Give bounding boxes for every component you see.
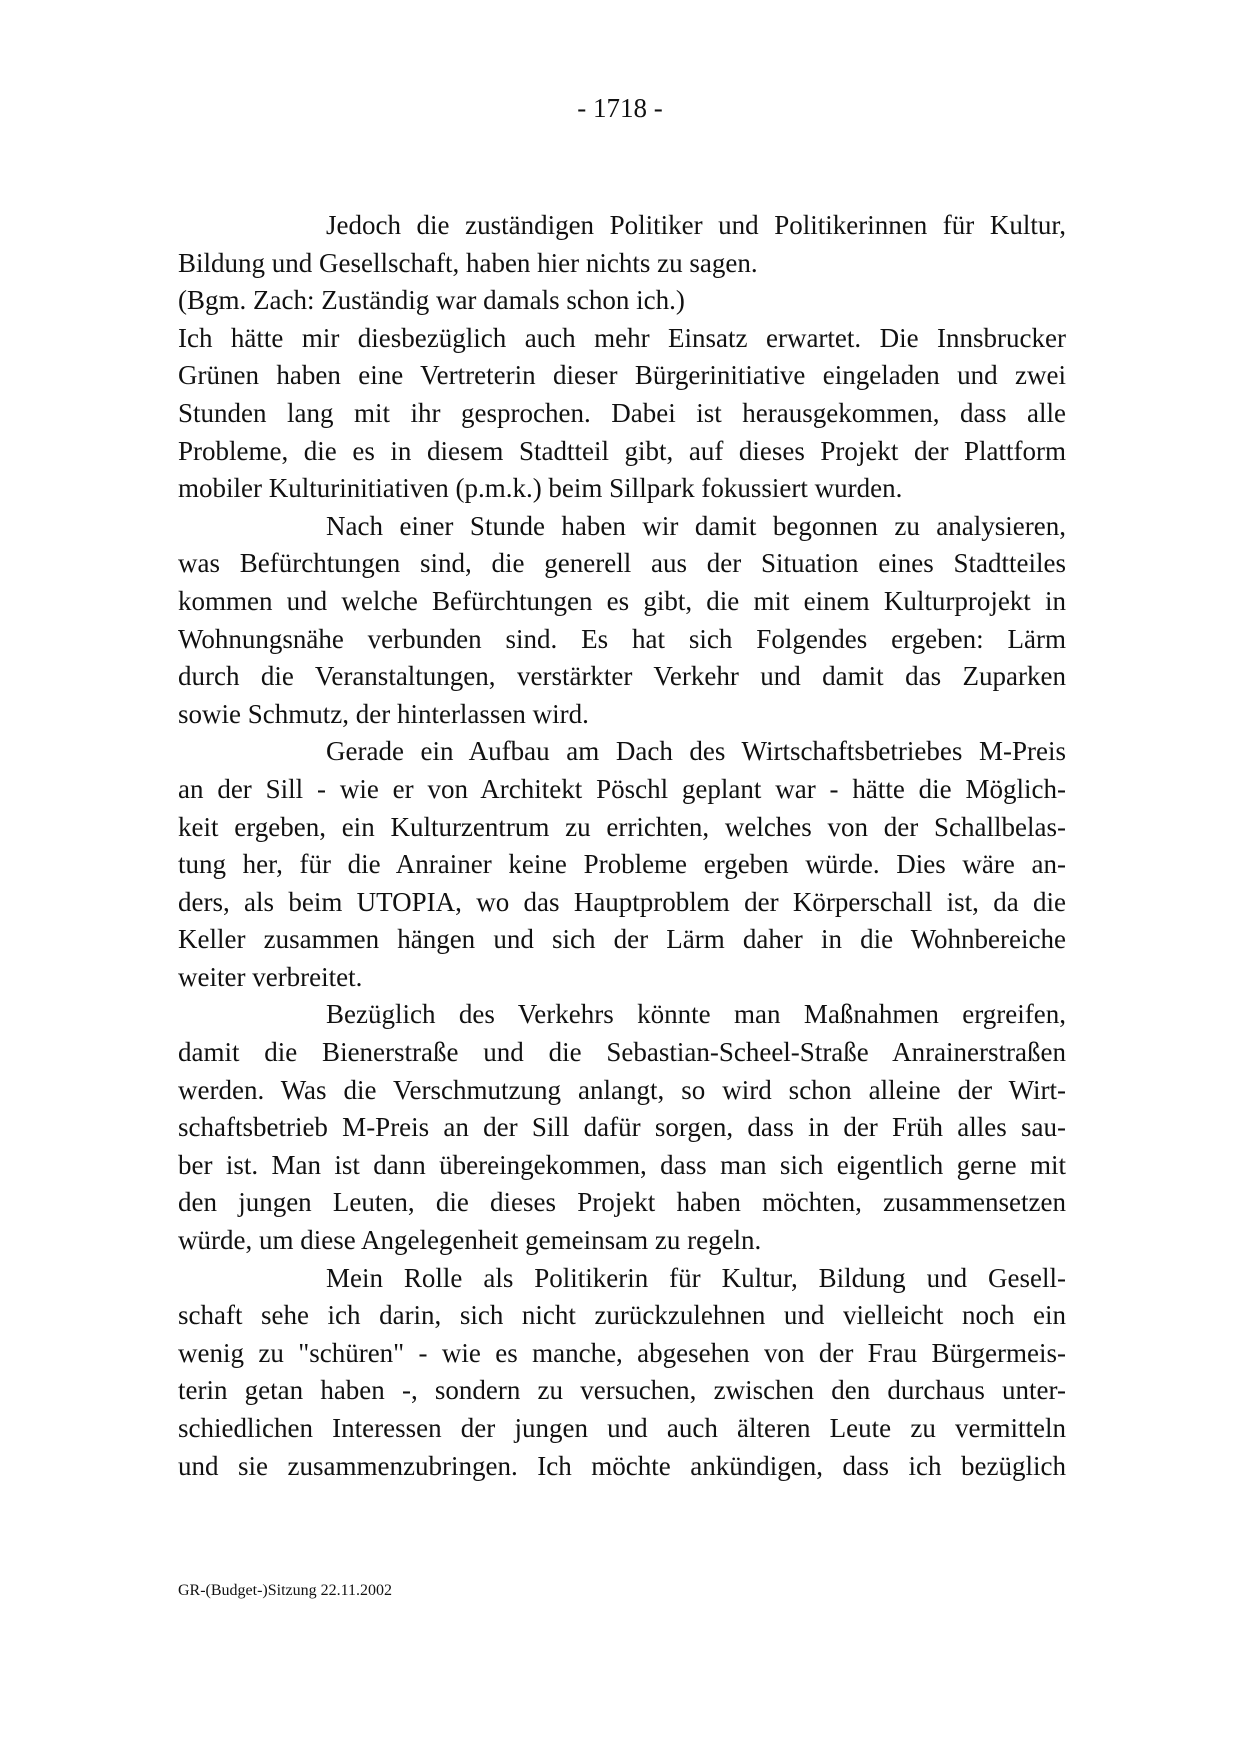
text-line: Bezüglich des Verkehrs könnte man Maßnahmen ergreifen,: [326, 999, 1066, 1030]
text-line: Mein Rolle als Politikerin für Kultur, Bildung und Gesell-: [326, 1262, 1066, 1293]
footer-session-label: GR-(Budget-)Sitzung 22.11.2002: [178, 1582, 393, 1599]
text-line: würde, um diese Angelegenheit gemeinsam zu regeln.: [178, 1225, 762, 1256]
text-line: ber ist. Man ist dann übereingekommen, dass man sich eigentlich gerne mit: [178, 1149, 1066, 1180]
text-line: (Bgm. Zach: Zuständig war damals schon ich.): [178, 285, 685, 316]
text-line: den jungen Leuten, die dieses Projekt haben möchten, zusammensetzen: [178, 1187, 1066, 1218]
paragraph: [178, 1260, 1066, 1486]
paragraph: [178, 508, 1066, 734]
text-line: werden. Was die Verschmutzung anlangt, so wird schon alleine der Wirt-: [178, 1074, 1066, 1105]
text-line: Bildung und Gesellschaft, haben hier nichts zu sagen.: [178, 247, 758, 278]
text-line: Wohnungsnähe verbunden sind. Es hat sich Folgendes ergeben: Lärm: [178, 623, 1066, 654]
text-line: wenig zu "schüren" - wie es manche, abgesehen von der Frau Bürgermeis-: [178, 1337, 1066, 1368]
text-line: kommen und welche Befürchtungen es gibt, die mit einem Kulturprojekt in: [178, 585, 1066, 616]
text-line: Keller zusammen hängen und sich der Lärm daher in die Wohnbereiche: [178, 924, 1066, 955]
text-line: Stunden lang mit ihr gesprochen. Dabei ist herausgekommen, dass alle: [178, 397, 1066, 428]
text-line: schiedlichen Interessen der jungen und auch älteren Leute zu vermitteln: [178, 1413, 1066, 1443]
page-number: - 1718 -: [577, 93, 663, 123]
text-line: was Befürchtungen sind, die generell aus der Situation eines Stadtteiles: [178, 548, 1066, 579]
text-line: tung her, für die Anrainer keine Probleme ergeben würde. Dies wäre an-: [178, 849, 1066, 880]
paragraph: [178, 733, 1066, 996]
paragraph: [178, 320, 1066, 508]
text-line: Probleme, die es in diesem Stadtteil gibt, auf dieses Projekt der Plattform: [178, 435, 1066, 466]
text-line: ders, als beim UTOPIA, wo das Hauptproblem der Körperschall ist, da die: [178, 886, 1066, 917]
text-line: Ich hätte mir diesbezüglich auch mehr Einsatz erwartet. Die Innsbrucker: [178, 322, 1066, 353]
paragraph: [178, 996, 1066, 1259]
text-line: schaft sehe ich darin, sich nicht zurückzulehnen und vielleicht noch ein: [178, 1300, 1066, 1331]
text-line: durch die Veranstaltungen, verstärkter Verkehr und damit das Zuparken: [178, 661, 1066, 692]
text-line: Grünen haben eine Vertreterin dieser Bürgerinitiative eingeladen und zwei: [178, 360, 1066, 391]
text-line: Nach einer Stunde haben wir damit begonnen zu analysieren,: [326, 510, 1066, 541]
interjection: [178, 282, 1066, 320]
text-line: terin getan haben -, sondern zu versuchen, zwischen den durchaus unter-: [178, 1375, 1066, 1406]
text-line: an der Sill - wie er von Architekt Pöschl geplant war - hätte die Möglich-: [178, 773, 1066, 804]
text-line: und sie zusammenzubringen. Ich möchte ankündigen, dass ich bezüglich: [178, 1450, 1066, 1481]
text-line: damit die Bienerstraße und die Sebastian-Scheel-Straße Anrainerstraßen: [178, 1037, 1066, 1068]
text-line: Jedoch die zuständigen Politiker und Politikerinnen für Kultur,: [326, 210, 1066, 240]
text-line: schaftsbetrieb M-Preis an der Sill dafür sorgen, dass in der Früh alles sau-: [178, 1112, 1066, 1143]
body-text: [178, 207, 1066, 1485]
text-line: Gerade ein Aufbau am Dach des Wirtschaftsbetriebes M-Preis: [326, 736, 1066, 767]
text-line: keit ergeben, ein Kulturzentrum zu errichten, welches von der Schallbelas-: [178, 811, 1066, 842]
text-line: sowie Schmutz, der hinterlassen wird.: [178, 698, 589, 729]
text-line: mobiler Kulturinitiativen (p.m.k.) beim Sillpark fokussiert wurden.: [178, 473, 903, 504]
text-line: weiter verbreitet.: [178, 961, 363, 992]
paragraph: [178, 207, 1066, 282]
